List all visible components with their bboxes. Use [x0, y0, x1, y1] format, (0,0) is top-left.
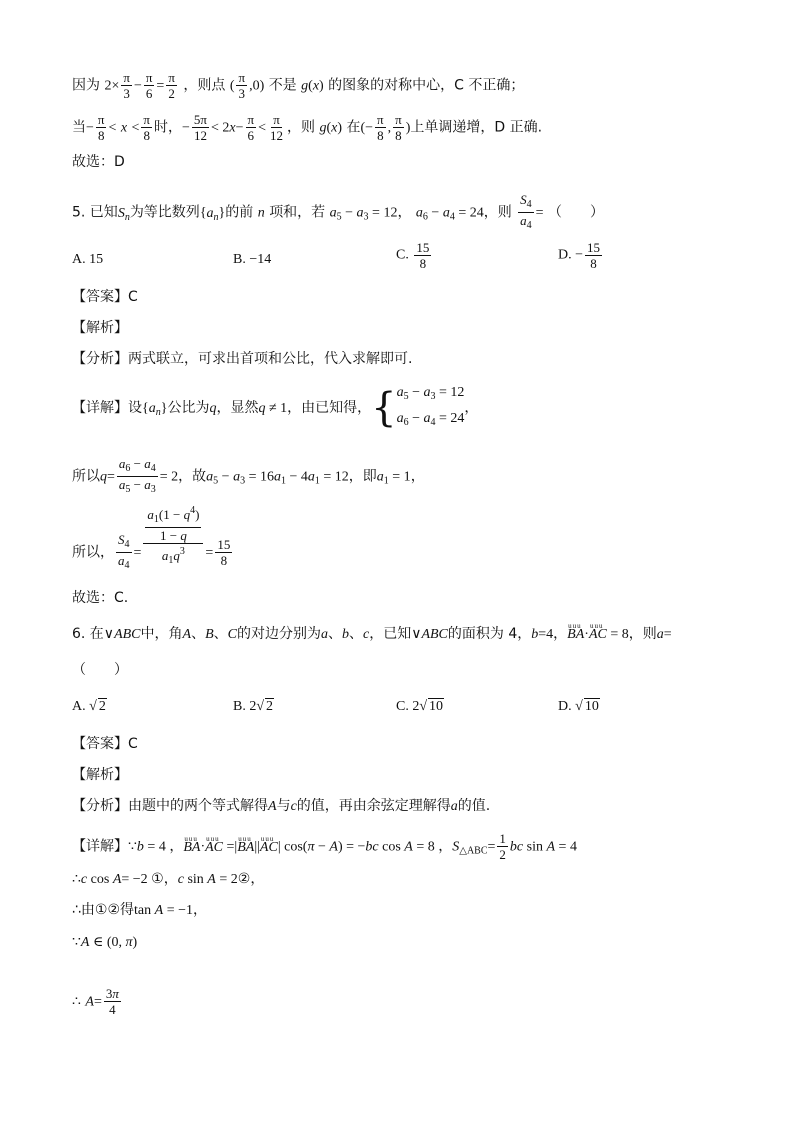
fraction: $\frac{\pi}{6}$: [145, 70, 153, 101]
text: ∴由①②得: [72, 902, 135, 918]
tag: 【分析】: [72, 351, 128, 367]
text: ，已知∨: [369, 626, 422, 642]
text: 的图象的对称中心，C 不正确；: [328, 77, 525, 94]
q6-analysis-tag: 【解析】: [72, 767, 128, 783]
text: ②，: [237, 871, 265, 887]
q6-option-a[interactable]: A. √ 2: [72, 699, 106, 714]
tag: 【详解】: [72, 838, 128, 855]
option-label: C.: [396, 247, 409, 263]
text: ，由已知得，: [287, 400, 372, 416]
text: 所以: [72, 468, 100, 485]
q6-line-4: ∴ A= $\frac{3\pi}{4}$: [72, 986, 119, 1017]
text: 不是: [268, 77, 297, 94]
text-line-d-option: 当− $\frac{\pi}{8}$ < x < $\frac{\pi}{8}$ 时，− $\frac{5\pi}{12}$ < 2x− $\frac{\pi}{6}$ < $\frac{\pi}{12}$ ，则 g(x) 在(− $\frac{\pi}{8}$ , $\frac{\pi}{8}$ )上单调递增，D 正确.: [72, 112, 543, 143]
q6-line-1: ∴c cos A= −2 ①，c sin A = 2②，: [72, 871, 265, 887]
q6-option-c[interactable]: C. 2√ 10: [396, 699, 444, 714]
q5-so-q: 所以q= $\frac{a_6 - a_4}{a_5 - a_3}$ = 2，故$a_5 - a_3 = 16a_1 - 4a_1 = 12$，即$a_1 = 1$，: [72, 456, 425, 495]
answer-tag: 【答案】: [72, 736, 128, 752]
answer-value: C: [128, 736, 138, 752]
text: ，即: [348, 468, 377, 485]
option-label: D.: [558, 699, 572, 714]
question-5-stem: 5. 已知$S_n$为等比数列$\{a_n\}$的前 n 项和，若 $a_5 - a_3 = 12$， $a_6 - a_4 = 24$，则 $\frac{S_4}{a_4}$ = （ ）: [72, 192, 605, 231]
q5-option-c[interactable]: C. $\frac{15}{8}$: [396, 240, 430, 271]
option-label: D. −: [558, 247, 584, 263]
text: 的对边分别为: [236, 626, 321, 642]
q6-detail: 【详解】∵b = 4 ，uuu BA·uuu AC =|uuu BA||uuu AC| cos(π − A) = −bc cos A = 8 ，$S_{\triangle ABC}=$ $\frac{1}{2}$ bc sin A = 4: [72, 831, 577, 862]
text: 时，: [154, 119, 182, 136]
option-label: B.: [233, 699, 246, 714]
answer-tag: 【答案】: [72, 289, 128, 305]
q5-fenxi: [72, 349, 412, 369]
text: ，故: [178, 468, 207, 485]
text: 所以，: [72, 544, 114, 561]
text: 5. 已知: [72, 204, 118, 221]
q6-line-3: ∵A ∈ (0, π): [72, 935, 138, 950]
q5-option-d[interactable]: D. − $\frac{15}{8}$: [558, 240, 601, 271]
text: ，则: [287, 119, 315, 136]
fraction: $\frac{\pi}{3}$: [238, 70, 246, 101]
text: 中，角: [140, 626, 183, 642]
fraction: $\frac{\pi}{3}$: [123, 70, 130, 101]
text: 上单调递增，D 正确.: [410, 119, 543, 136]
text: ①，: [151, 871, 178, 887]
text: 与: [276, 798, 291, 814]
text: 两式联立，可求出首项和公比，代入求解即可.: [128, 351, 413, 367]
choose-d-line: 故选：D: [72, 154, 125, 170]
option-label: C.: [396, 699, 409, 714]
text: 项和，若: [269, 204, 326, 221]
text-line-c-option: 因为 2× $\frac{\pi}{3}$ − $\frac{\pi}{6}$ = $\frac{\pi}{2}$ ，则点 ( $\frac{\pi}{3}$ ,0) 不是 g(x) 的图象的对称中心，C 不正确；: [72, 70, 525, 101]
text: ，则点: [183, 77, 226, 94]
q6-fenxi: 【分析】由题中的两个等式解得A与c的值，再由余弦定理解得a的值.: [72, 798, 491, 814]
text: ∵: [72, 935, 81, 950]
text: ，则: [628, 626, 657, 642]
q5-option-a[interactable]: A. 15: [72, 252, 104, 267]
text: 由题中的两个等式解得: [128, 798, 268, 814]
text: 6. 在∨: [72, 626, 115, 642]
answer-value: C: [128, 289, 138, 305]
q6-line-2: ∴由①②得tan A = −1，: [72, 902, 207, 918]
text: （ ）: [548, 204, 605, 221]
text: ∴: [72, 872, 81, 887]
text: 在: [346, 119, 361, 136]
tag: 【详解】: [72, 400, 128, 416]
text: 的值，再由余弦定理解得: [296, 798, 451, 814]
tag: 【分析】: [72, 798, 128, 814]
q5-detail: 【详解】设$\{a_n\}$公比为q，显然q ≠ 1，由已知得，{ $a_5 - a_3 = 12$ $a_6 - a_4 = 24$ ，: [72, 385, 479, 431]
text: 为等比数列: [129, 204, 200, 221]
text: ，显然: [216, 400, 259, 416]
option-label: A.: [72, 699, 86, 714]
text: 的面积为 4，: [447, 626, 532, 642]
text: 的前: [225, 204, 254, 221]
text: 公比为: [167, 400, 210, 416]
q6-answer: [72, 734, 138, 754]
text: 因为: [72, 77, 100, 94]
q5-choose-c: 故选：C.: [72, 590, 129, 606]
q6-option-d[interactable]: D. √ 10: [558, 699, 599, 714]
text: 当: [72, 119, 86, 136]
q6-option-b[interactable]: B. 2√ 2: [233, 699, 274, 714]
question-6-stem: 6. 在∨ABC中，角A、B、C的对边分别为a、b、c，已知∨ABC的面积为 4，b=4，uuu BA·uuu AC = 8，则a=: [72, 624, 672, 645]
text: 设: [128, 400, 142, 416]
q5-so-result: 所以， $\frac{S_4}{a_4}$ = $\frac{\frac{a_1(1 - q^4)}{1 - q}}{a_1q^3}$ = $\frac{15}{8}$: [72, 505, 231, 571]
q5-option-b[interactable]: B. −14: [233, 252, 272, 267]
q5-analysis-tag: 【解析】: [72, 320, 128, 336]
text: ∴: [72, 994, 81, 1010]
text: ，: [397, 204, 412, 221]
text: ，则: [483, 204, 512, 221]
fraction: $\frac{\pi}{2}$: [168, 70, 175, 101]
text: 的值.: [457, 798, 491, 814]
q6-paren: （ ）: [72, 662, 128, 678]
q5-answer: [72, 287, 138, 307]
